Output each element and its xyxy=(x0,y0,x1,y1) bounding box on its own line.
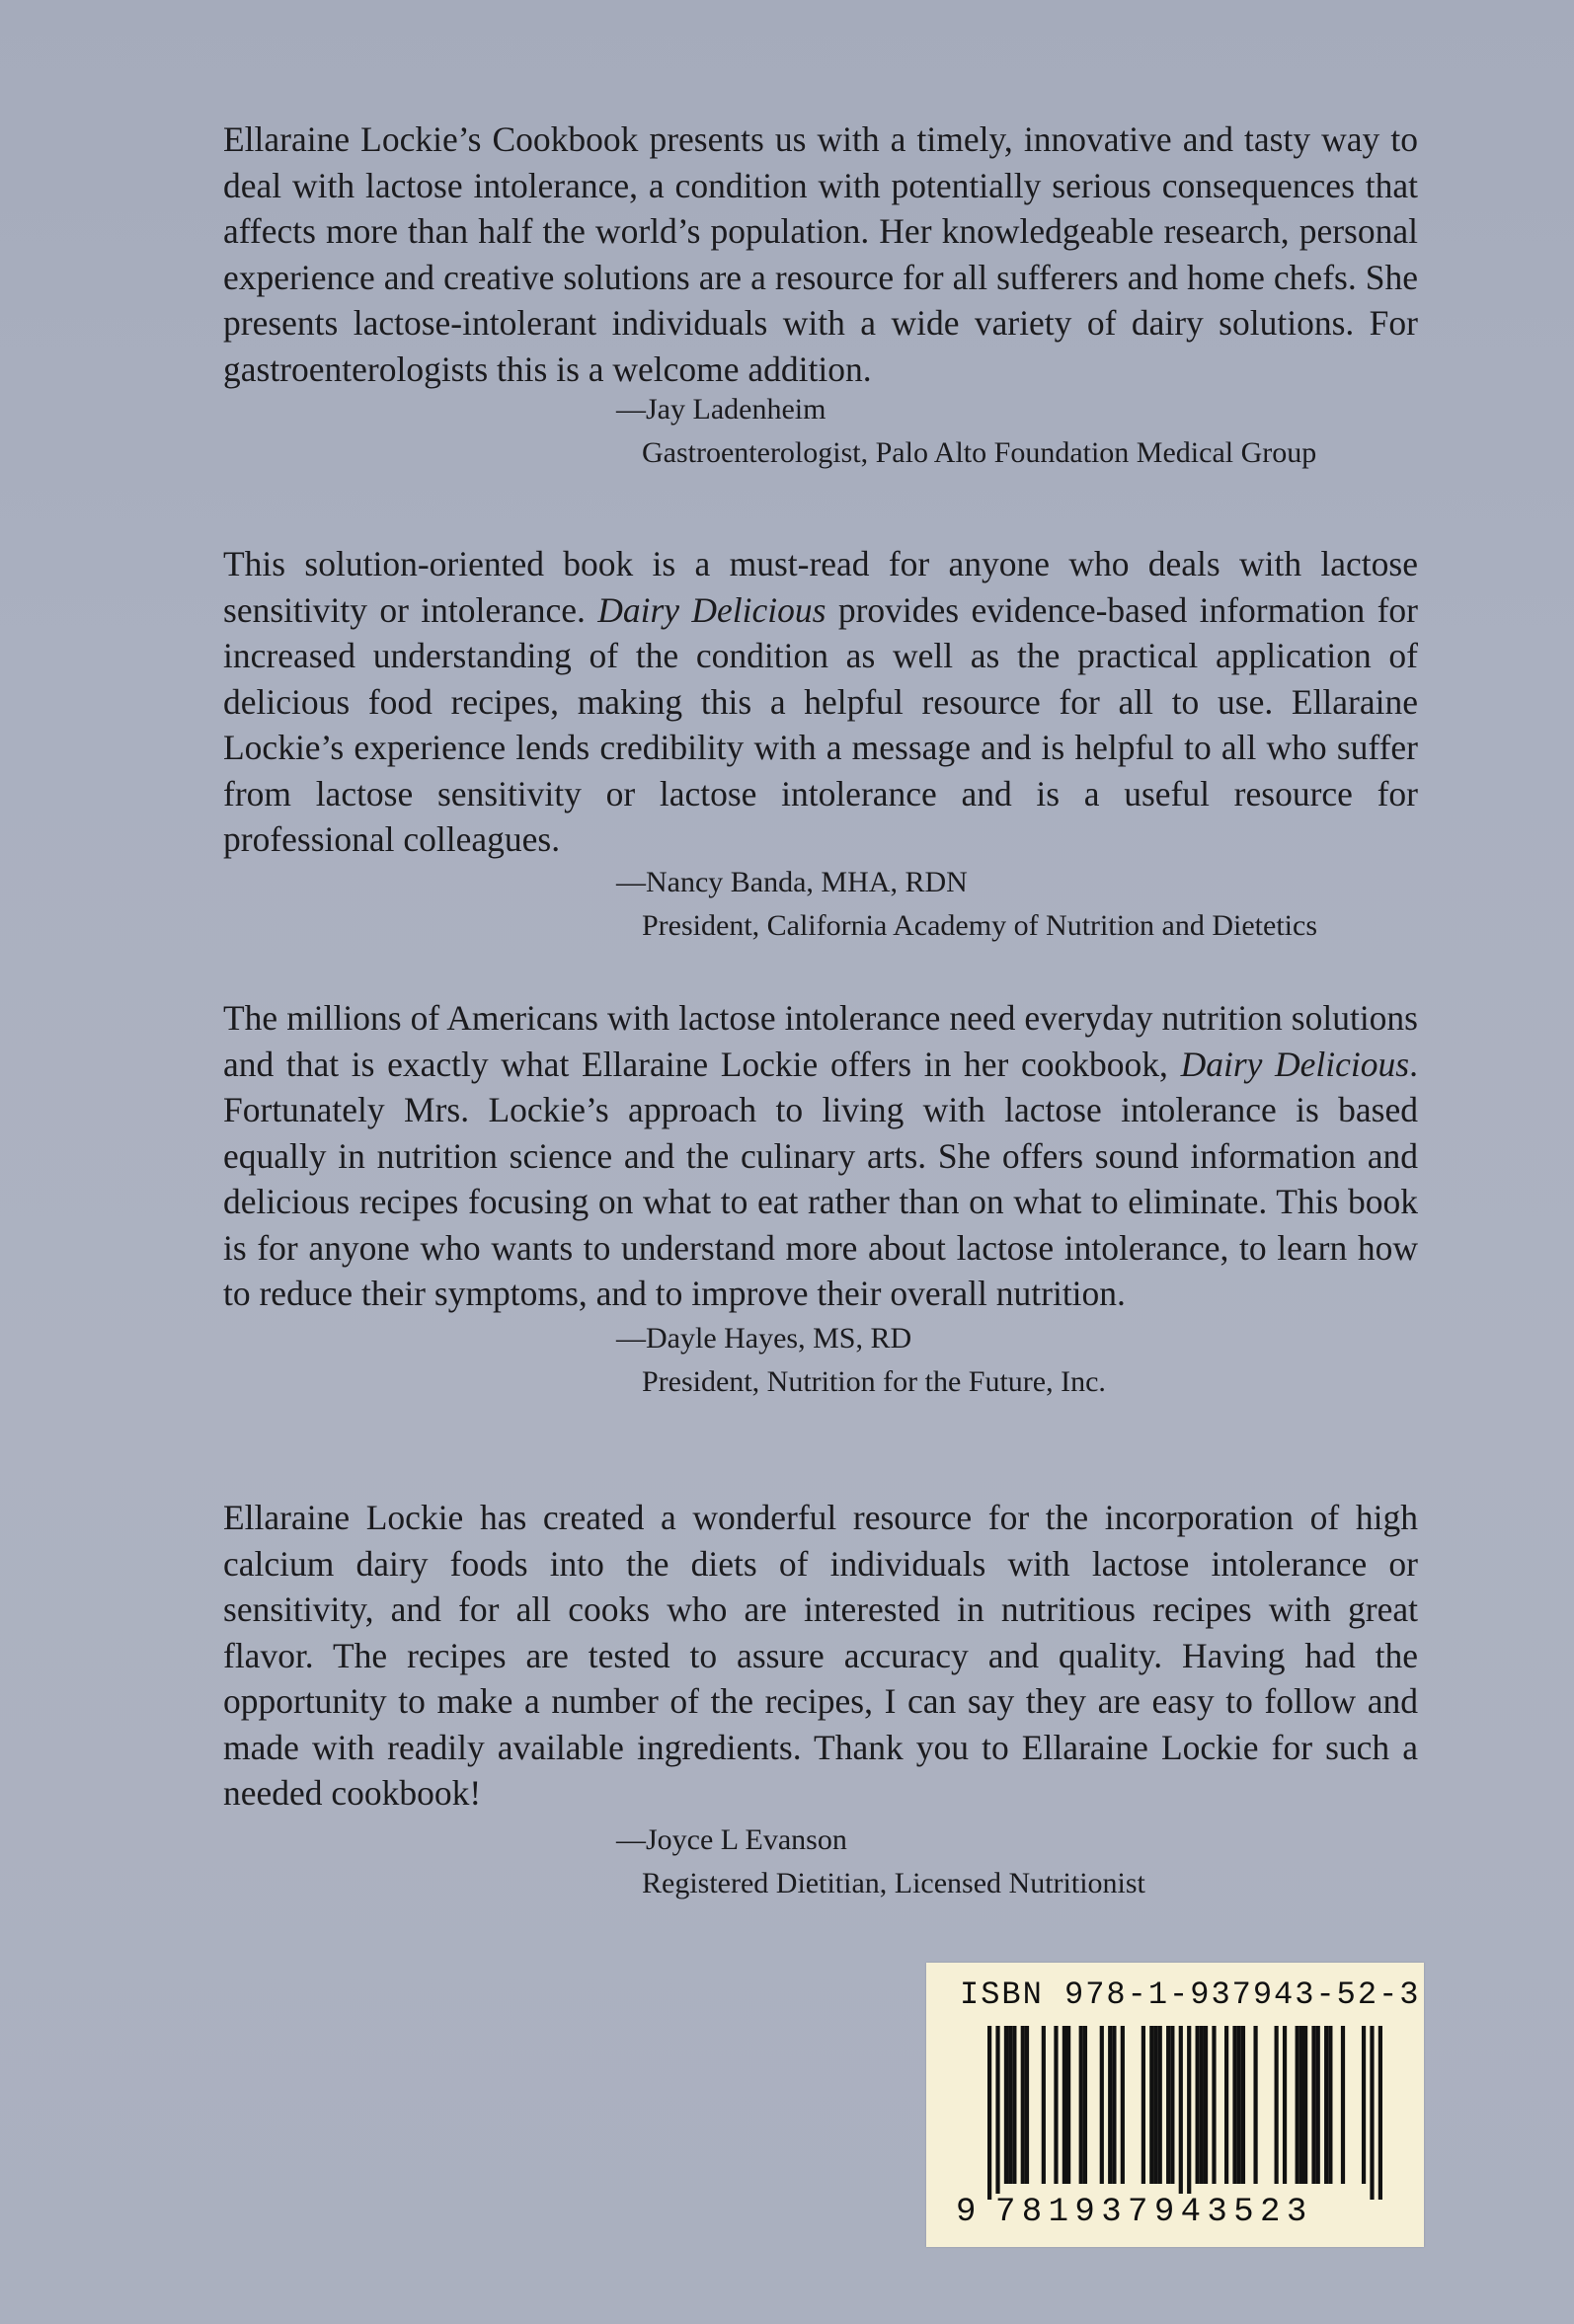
isbn-text: ISBN 978-1-937943-52-3 xyxy=(960,1976,1421,2013)
ean-first-digit: 9 xyxy=(956,2194,977,2231)
quote-text: provides evidence-based information for increased understanding of the condition as well as the practical application of delicious food recipes, making this a helpful resource for all to use. Ellaraine Lockie’s experience lends credibility with a message and is helpful to all who suffer from lactose sensitivity or lactose intolerance and is a useful resource for professional colleagues. xyxy=(223,589,1418,859)
barcode-bar xyxy=(1079,2026,1083,2184)
attribution-role: Gastroenterologist, Palo Alto Foundation Medical Group xyxy=(642,436,1317,469)
barcode-bar xyxy=(1303,2026,1307,2184)
barcode-bar xyxy=(1196,2026,1200,2184)
quote-text: . Fortunately Mrs. Lockie’s approach to living with lactose intolerance is based equally in nutrition science and the culinary arts. She offers sound information and delicious recipes focusing on what to eat rather than on what to eliminate. This book is for anyone who wants to understand more about lactose intolerance, to learn how to reduce their symptoms, and to improve their overall nutrition. xyxy=(223,1044,1418,1313)
blurb-quote xyxy=(223,995,1418,1317)
barcode-bar xyxy=(1112,2026,1116,2184)
barcode-bar xyxy=(1324,2026,1328,2184)
barcode-bar xyxy=(1158,2026,1162,2184)
barcode-bar xyxy=(1066,2026,1070,2184)
ean-digits xyxy=(956,2194,1390,2233)
barcode-bar xyxy=(1021,2026,1025,2184)
attribution-author: —Nancy Banda, MHA, RDN xyxy=(616,865,968,898)
barcode-bar xyxy=(1042,2026,1046,2184)
barcode-bar xyxy=(1299,2026,1303,2184)
book-title-italic: Dairy Delicious xyxy=(1180,1044,1410,1084)
blurb-attribution xyxy=(616,1317,1418,1404)
book-title-italic: Dairy Delicious xyxy=(597,589,826,630)
barcode-bar xyxy=(1153,2026,1157,2184)
barcode-bar xyxy=(1141,2026,1145,2184)
barcode-bar xyxy=(1166,2026,1170,2184)
barcode-bar xyxy=(1054,2026,1058,2184)
attribution-author: —Dayle Hayes, MS, RD xyxy=(616,1321,912,1355)
barcode-guard-bar xyxy=(1378,2026,1382,2200)
barcode-bar xyxy=(1062,2026,1066,2184)
barcode-guard-bar xyxy=(1370,2026,1374,2200)
barcode-bar xyxy=(1008,2026,1012,2184)
quote-text: Ellaraine Lockie’s Cookbook presents us with a timely, innovative and tasty way to deal with lactose intolerance, a condition with potentially serious consequences that affects more than half the world’s population. Her knowledgeable research, personal experience and creative solutions are a resource for all sufferers and home chefs. She presents lactose-intolerant individuals with a wide variety of dairy solutions. For gastroenterologists this is a welcome addition. xyxy=(223,119,1418,389)
blurb-attribution xyxy=(616,388,1418,475)
barcode-bar xyxy=(1311,2026,1315,2184)
blurb-quote xyxy=(223,541,1418,863)
quote-text: The millions of Americans with lactose intolerance need everyday nutrition solutions and that is exactly what Ellaraine Lockie offers in her cookbook, xyxy=(223,998,1418,1084)
barcode-bar xyxy=(1283,2026,1287,2184)
barcode-bar xyxy=(1170,2026,1174,2184)
barcode-bar xyxy=(1004,2026,1008,2184)
blurb-banda xyxy=(223,541,1418,948)
blurb-quote xyxy=(223,1495,1418,1817)
barcode-bar xyxy=(1253,2026,1257,2184)
barcode-bar xyxy=(1121,2026,1125,2184)
barcode-guard-bar xyxy=(987,2026,991,2200)
attribution-author: —Joyce L Evanson xyxy=(616,1822,847,1856)
quote-text: This solution-oriented book is a must-read for anyone who deals with lactose sensitivity or intolerance. xyxy=(223,544,1418,630)
blurb-hayes xyxy=(223,995,1418,1404)
barcode-bar xyxy=(1362,2026,1366,2184)
isbn-barcode-label xyxy=(926,1963,1424,2247)
barcode-bar xyxy=(1241,2026,1245,2184)
barcode-bar xyxy=(1025,2026,1029,2184)
barcode-bar xyxy=(1108,2026,1112,2184)
attribution-author: —Jay Ladenheim xyxy=(616,393,826,426)
blurb-attribution xyxy=(616,1819,1418,1905)
barcode-guard-bar xyxy=(1187,2026,1191,2200)
barcode-bar xyxy=(1275,2026,1279,2184)
barcode-bar xyxy=(1341,2026,1345,2184)
barcode-bar xyxy=(1224,2026,1228,2184)
barcode-bar xyxy=(1212,2026,1216,2184)
blurb-attribution xyxy=(616,861,1418,948)
barcode-bar xyxy=(1296,2026,1299,2184)
attribution-role: Registered Dietitian, Licensed Nutritionist xyxy=(642,1866,1145,1899)
quote-text: Ellaraine Lockie has created a wonderful resource for the incorporation of high calcium dairy foods into the diets of individuals with lactose intolerance or sensitivity, and for all cooks who are interested in nutritious recipes with great flavor. The recipes are tested to assure accuracy and quality. Having had the opportunity to make a number of the recipes, I can say they are easy to follow and made with readily available ingredients. Thank you to Ellaraine Lockie for such a needed cookbook! xyxy=(223,1498,1418,1813)
barcode-guard-bar xyxy=(1179,2026,1183,2200)
barcode-bars xyxy=(987,2026,1382,2200)
attribution-role: President, Nutrition for the Future, Inc. xyxy=(642,1364,1106,1398)
barcode-bar xyxy=(1012,2026,1016,2184)
barcode-bar xyxy=(1083,2026,1087,2184)
barcode-guard-bar xyxy=(995,2026,999,2200)
barcode-bar xyxy=(1149,2026,1153,2184)
barcode-bar xyxy=(1328,2026,1332,2184)
blurb-evanson xyxy=(223,1495,1418,1905)
blurb-quote xyxy=(223,116,1418,392)
barcode-bar xyxy=(1237,2026,1241,2184)
barcode-bar xyxy=(1204,2026,1208,2184)
barcode-bar xyxy=(1232,2026,1236,2184)
barcode-bar xyxy=(1316,2026,1320,2184)
ean-remaining-digits: 781937943523 xyxy=(995,2194,1313,2231)
blurb-ladenheim xyxy=(223,116,1418,475)
barcode-bar xyxy=(1200,2026,1204,2184)
barcode-bar xyxy=(1100,2026,1104,2184)
attribution-role: President, California Academy of Nutrition and Dietetics xyxy=(642,908,1317,942)
